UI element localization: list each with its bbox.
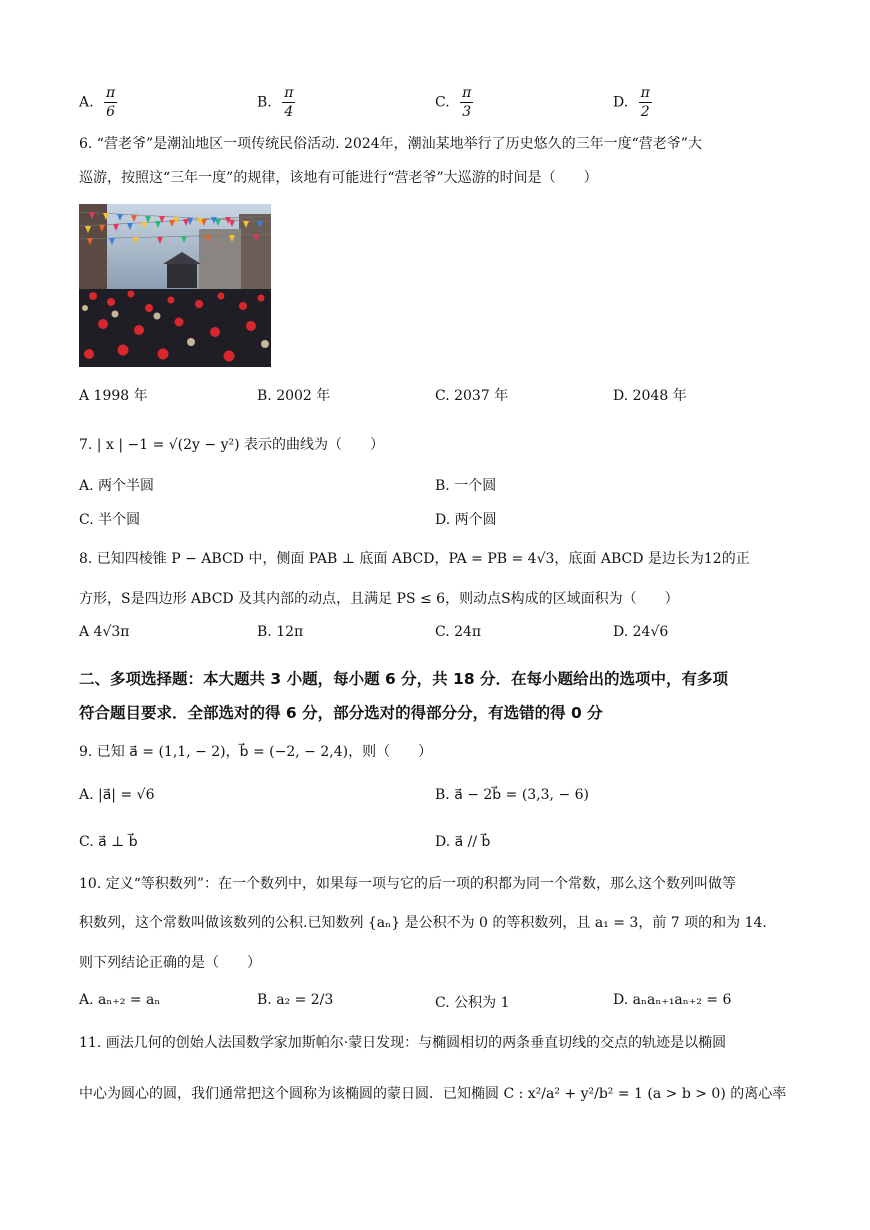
fraction: $\frac{\pi}{3}$ <box>462 85 472 120</box>
q7-option-b[interactable]: B. 一个圆 <box>435 478 497 494</box>
q10-stem-line1: 10. 定义“等积数列”：在一个数列中，如果每一项与它的后一项的积都为同一个常数，那么这个数列叫做等 <box>79 876 737 892</box>
q7-option-c[interactable]: C. 半个圆 <box>79 512 141 528</box>
q9-option-a[interactable]: A. |a⃗| = √6 <box>79 787 155 803</box>
q8-option-c[interactable]: C. 24π <box>435 624 482 640</box>
q9-stem: 9. 已知 a⃗ = (1,1, − 2)，b⃗ = (−2, − 2,4)，则（ ） <box>79 744 433 760</box>
q10-stem-line2: 积数列，这个常数叫做该数列的公积.已知数列 {aₙ} 是公积不为 0 的等积数列，且 a₁ = 3，前 7 项的和为 14. <box>79 915 767 931</box>
option-letter: B. <box>257 94 272 111</box>
q6-option-b[interactable]: B. 2002 年 <box>257 388 331 404</box>
q5-option-c[interactable] <box>435 84 473 121</box>
q9-option-c[interactable]: C. a⃗ ⊥ b⃗ <box>79 834 138 850</box>
q10-option-a[interactable]: A. aₙ₊₂ = aₙ <box>79 992 161 1008</box>
q6-stem-line2: 巡游，按照这“三年一度”的规律，该地有可能进行“营老爷”大巡游的时间是（ ） <box>79 170 598 186</box>
q5-option-d[interactable] <box>613 84 652 121</box>
q10-option-c[interactable]: C. 公积为 1 <box>435 995 510 1011</box>
fraction: $\frac{\pi}{2}$ <box>640 85 650 120</box>
fraction: $\frac{\pi}{4}$ <box>284 85 294 120</box>
q8-stem-line1: 8. 已知四棱锥 P − ABCD 中，侧面 PAB ⊥ 底面 ABCD，PA = PB = 4√3，底面 ABCD 是边长为12的正 <box>79 551 750 567</box>
fraction: $\frac{\pi}{6}$ <box>106 85 116 120</box>
section-heading-line1: 二、多项选择题：本大题共 3 小题，每小题 6 分，共 18 分．在每小题给出的选项中，有多项 <box>79 670 729 688</box>
q8-option-a[interactable]: A 4√3π <box>79 624 130 640</box>
q6-option-c[interactable]: C. 2037 年 <box>435 388 509 404</box>
q11-stem-line2: 中心为圆心的圆，我们通常把这个圆称为该椭圆的蒙日圆．已知椭圆 C : x²/a² + y²/b² = 1 (a > b > 0) 的离心率 <box>79 1086 787 1102</box>
q9-option-d[interactable]: D. a⃗ // b⃗ <box>435 834 491 850</box>
q7-option-a[interactable]: A. 两个半圆 <box>79 478 155 494</box>
q6-option-d[interactable]: D. 2048 年 <box>613 388 687 404</box>
q10-option-b[interactable]: B. a₂ = 2/3 <box>257 992 334 1008</box>
q6-option-a[interactable]: A 1998 年 <box>79 388 148 404</box>
option-letter: C. <box>435 94 450 111</box>
q9-option-b[interactable]: B. a⃗ − 2b⃗ = (3,3, − 6) <box>435 787 589 803</box>
q11-stem-line1: 11. 画法几何的创始人法国数学家加斯帕尔·蒙日发现：与椭圆相切的两条垂直切线的交点的轨迹是以椭圆 <box>79 1035 727 1051</box>
q8-option-d[interactable]: D. 24√6 <box>613 624 669 640</box>
option-letter: D. <box>613 94 629 111</box>
q10-stem-line3: 则下列结论正确的是（ ） <box>79 955 261 971</box>
q7-option-d[interactable]: D. 两个圆 <box>435 512 497 528</box>
section-heading-line2: 符合题目要求．全部选对的得 6 分，部分选对的得部分分，有选错的得 0 分 <box>79 704 603 722</box>
q7-stem: 7. | x | −1 = √(2y − y²) 表示的曲线为（ ） <box>79 437 385 453</box>
q8-stem-line2: 方形，S是四边形 ABCD 及其内部的动点，且满足 PS ≤ 6，则动点S构成的区域面积为（ ） <box>79 591 679 607</box>
q6-stem-line1: 6. “营老爷”是潮汕地区一项传统民俗活动. 2024年，潮汕某地举行了历史悠久的三年一度“营老爷”大 <box>79 136 702 152</box>
option-letter: A. <box>79 94 94 111</box>
q8-option-b[interactable]: B. 12π <box>257 624 304 640</box>
q10-option-d[interactable]: D. aₙaₙ₊₁aₙ₊₂ = 6 <box>613 992 732 1008</box>
q5-option-a[interactable] <box>79 84 117 121</box>
festival-photo <box>79 204 271 367</box>
q5-option-b[interactable] <box>257 84 295 121</box>
